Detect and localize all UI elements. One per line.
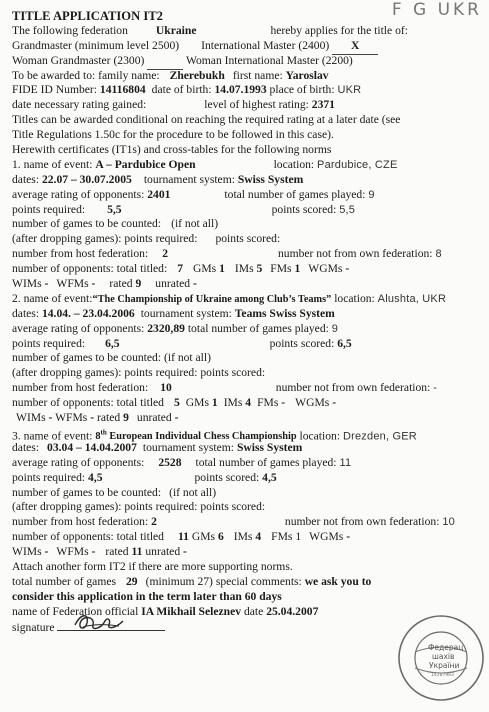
points-scored: 5,5 <box>339 203 356 216</box>
games-counted-line: number of games to be counted: (if not all) <box>12 217 219 231</box>
event-block-3 <box>12 426 480 560</box>
title-choice-line-1: Grandmaster (minimum level 2500) International Master (2400) X <box>12 39 480 54</box>
opponents-line-2: WIMs - WFMs - rated 9 unrated - <box>12 277 197 291</box>
event-block-2 <box>12 292 480 426</box>
event-name: “The Championship of Ukraine among Club’s Teams” <box>92 293 332 305</box>
avg-rating: 2320,89 <box>147 321 185 335</box>
opponents-line-2: WIMs - WFMs - rated 9 unrated - <box>16 411 179 425</box>
federation-line: The following federation Ukraine hereby applies for the title of: <box>12 23 408 37</box>
host-federation-line: number from host federation: 10 number not from own federation: - <box>12 381 438 395</box>
corner-handwritten-mark: F G UKR <box>391 0 482 20</box>
event-dates-line: dates: 22.07 – 30.07.2005 tournament system: Swiss System <box>12 172 304 186</box>
title-choice-line-2: Woman Grandmaster (2300) Woman International Master (2200) <box>12 54 480 69</box>
event-name: 8th European Individual Chess Championship <box>95 428 297 443</box>
regulation-note-1: Titles can be awarded conditional on reaching the required rating at a later date (see <box>12 113 401 127</box>
opponents-line-2: WIMs - WFMs - rated 11 unrated - <box>12 545 187 559</box>
avg-rating-line: average rating of opponents: 2401 total number of games played: 9 <box>12 187 375 201</box>
event-name-line: 3. name of event: 8th European Individual Chess Championship location: Drezden, GER <box>12 428 417 443</box>
totals-line: total number of games 29 (minimum 27) special comments: we ask you to <box>12 574 372 588</box>
points-scored: 6,5 <box>337 336 352 350</box>
not-own-count: - <box>433 382 438 395</box>
certificates-note: Herewith certificates (IT1s) and cross-tables for the following norms <box>12 143 332 157</box>
event-location: Alushta, UKR <box>377 292 447 305</box>
awarded-to-line: To be awarded to: family name: Zherebukh first name: Yaroslav <box>12 68 329 82</box>
points-required: 5,5 <box>107 202 122 216</box>
stamp-graphic <box>395 612 487 704</box>
first-name: Yaroslav <box>285 68 329 82</box>
event-dates: 14.04. – 23.04.2006 <box>41 306 135 320</box>
opponents-line: number of opponents: total titled 5 GMs 1 IMs 4 FMs - WGMs - <box>12 396 337 410</box>
event-name-line: 2. name of event:“The Championship of Ukraine among Club’s Teams” location: Alushta, UKR <box>12 291 447 305</box>
svg-text:шахів: шахів <box>432 652 455 661</box>
total-games: 11 <box>339 456 352 469</box>
official-date: 25.04.2007 <box>266 604 319 618</box>
total-games: 9 <box>331 322 339 335</box>
event-name-line: 1. name of event: A – Pardubice Open location: Pardubice, CZE <box>12 157 398 171</box>
event-location: Drezden, GER <box>342 430 417 443</box>
federation-stamp <box>395 612 487 704</box>
avg-rating: 2401 <box>147 187 171 201</box>
federation-name: Ukraine <box>155 23 197 37</box>
avg-rating-line: average rating of opponents: 2528 total number of games played: 11 <box>12 455 352 469</box>
date-of-birth: 14.07.1993 <box>214 83 267 97</box>
dropping-line: (after dropping games): points required: points scored: <box>12 366 266 380</box>
host-count: 2 <box>162 247 168 261</box>
svg-text:Федерац: Федерац <box>428 643 464 652</box>
tournament-system: Swiss System <box>236 440 303 454</box>
attach-note: Attach another form IT2 if there are more supporting norms. <box>12 559 293 573</box>
not-own-count: 8 <box>435 248 442 261</box>
host-federation-line: number from host federation: 2 number not from own federation: 8 <box>12 247 442 261</box>
special-comments: we ask you to <box>304 574 372 588</box>
avg-rating-line: average rating of opponents: 2320,89 total number of games played: 9 <box>12 321 339 335</box>
tournament-system: Swiss System <box>237 172 304 186</box>
family-name: Zherebukh <box>169 68 225 82</box>
ordinal-suffix: th <box>100 428 107 437</box>
official-name: IA Mikhail Seleznev <box>141 604 242 618</box>
event-block-1 <box>12 158 480 292</box>
total-games: 9 <box>368 188 375 201</box>
rating-line: date necessary rating gained: level of highest rating: 2371 <box>12 98 335 112</box>
games-counted-line: number of games to be counted: (if not all) <box>12 351 211 365</box>
games-counted-line: number of games to be counted: (if not all) <box>12 485 217 499</box>
svg-text:14287983: 14287983 <box>431 673 454 678</box>
form-title: TITLE APPLICATION IT2 <box>12 9 163 23</box>
host-count: 2 <box>151 515 157 529</box>
consider-line: consider this application in the term later than 60 days <box>12 589 282 603</box>
avg-rating: 2528 <box>158 455 182 469</box>
host-count: 10 <box>160 381 172 395</box>
points-line: points required: 6,5 points scored: 6,5 <box>12 336 352 350</box>
im-mark: X <box>332 39 378 55</box>
points-scored: 4,5 <box>262 470 277 484</box>
not-own-count: 10 <box>442 516 455 529</box>
event-dates-line: dates: 14.04. – 23.04.2006 tournament system: Teams Swiss System <box>12 306 335 320</box>
points-line: points required: 5,5 points scored: 5,5 <box>12 202 356 216</box>
event-location: Pardubice, CZE <box>317 158 398 171</box>
fide-line: FIDE ID Number: 14116804 date of birth: 14.07.1993 place of birth: UKR <box>12 83 362 97</box>
opponents-line: number of opponents: total titled: 7 GMs 1 IMs 5 FMs 1 WGMs - <box>12 262 350 276</box>
svg-text:України: України <box>429 661 460 670</box>
event-name: A – Pardubice Open <box>95 157 196 171</box>
place-of-birth: UKR <box>337 84 362 97</box>
points-line: points required: 4,5 points scored: 4,5 <box>12 470 277 484</box>
event-dates: 22.07 – 30.07.2005 <box>41 172 132 186</box>
dropping-line: (after dropping games): points required: points scored: <box>12 500 266 514</box>
regulation-note-2: Title Regulations 1.50c for the procedure to be followed in this case). <box>12 128 334 142</box>
event-dates: 03.04 – 14.04.2007 <box>47 440 137 454</box>
host-federation-line: number from host federation: 2 number not from own federation: 10 <box>12 515 455 529</box>
signature-field <box>57 620 165 631</box>
official-line: name of Federation official IA Mikhail Seleznev date 25.04.2007 <box>12 604 319 618</box>
fide-id: 14116804 <box>99 83 146 97</box>
points-required: 4,5 <box>88 470 103 484</box>
application-form <box>12 0 482 634</box>
points-required: 6,5 <box>105 336 120 350</box>
dropping-line: (after dropping games): points required: points scored: <box>12 232 281 246</box>
tournament-system: Teams Swiss System <box>234 306 335 320</box>
opponents-line: number of opponents: total titled 11 GMs 6 IMs 4 FMs 1 WGMs - <box>12 530 351 544</box>
signature-line: signature <box>12 620 480 635</box>
total-games-all: 29 <box>126 574 138 588</box>
highest-rating: 2371 <box>311 98 335 112</box>
event-dates-line: dates: 03.04 – 14.04.2007 tournament system: Swiss System <box>12 440 303 454</box>
signature-scribble <box>71 611 131 633</box>
